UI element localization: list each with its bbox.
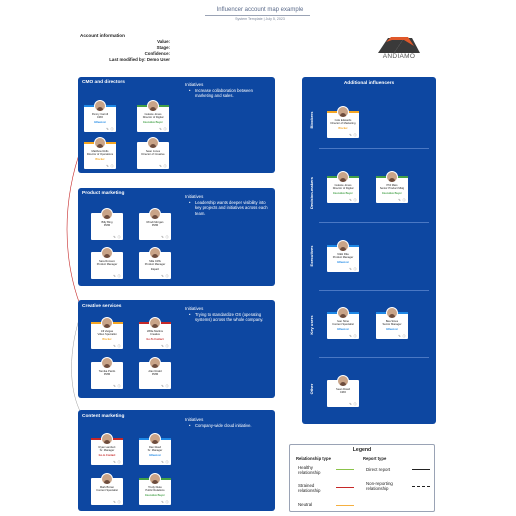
avatar	[101, 317, 113, 329]
account-info-heading: Account information	[80, 33, 125, 38]
contact-card[interactable]	[91, 213, 123, 240]
account-stage-field: Stage:	[156, 45, 170, 50]
initiatives-heading: Initiatives	[185, 306, 204, 311]
contact-card[interactable]	[376, 312, 408, 339]
contact-card[interactable]	[139, 362, 171, 389]
section-divider	[319, 148, 429, 149]
panel-title: Creative services	[82, 304, 122, 309]
contact-name: Ivan Stine Content Specialist	[332, 320, 354, 327]
page-subtitle: System Template | July 5, 2023	[235, 17, 285, 21]
contact-tag: Executive Buyer	[333, 192, 353, 195]
contact-name: Jill Vargas Video Specialist	[97, 330, 117, 337]
contact-card[interactable]	[327, 312, 359, 339]
avatar	[101, 247, 113, 259]
legend-strained-line	[336, 487, 354, 488]
legend-neutral-line	[336, 505, 354, 506]
contact-tag: Influencer	[337, 328, 349, 331]
contact-tag: Influencer	[94, 121, 106, 124]
contact-name: Sean Dowd CMO	[336, 388, 350, 395]
contact-card[interactable]	[91, 252, 123, 279]
avatar	[337, 171, 349, 183]
contact-tag: Executive Buyer	[143, 121, 163, 124]
additional-title: Additional influencers	[343, 81, 395, 86]
account-modified-field: Last modified by: Demo User	[109, 57, 170, 62]
contact-tag: Blocker	[338, 127, 348, 130]
legend-strained: Strained relationship	[298, 483, 321, 493]
avatar	[149, 208, 161, 220]
avatar	[147, 100, 159, 112]
contact-tag: Expert	[151, 268, 159, 271]
contact-tag: Influencer	[337, 261, 349, 264]
contact-card[interactable]	[327, 111, 359, 138]
avatar	[101, 433, 113, 445]
contact-tag: Blocker	[102, 338, 112, 341]
contact-card[interactable]	[139, 438, 171, 465]
avatar	[337, 375, 349, 387]
legend-non-reporting: Non-reporting relationship	[366, 481, 393, 491]
contact-card[interactable]	[327, 176, 359, 203]
legend-relationship-heading: Relationship type	[296, 456, 331, 461]
card-action-icons[interactable]: ✎ ⓘ	[113, 274, 121, 278]
initiative-item: • Trying to standardize OS (operating systems) across the whole company.	[195, 312, 271, 323]
contact-name: Sara Romero Product Manager	[96, 260, 118, 267]
contact-name: Willie Martins Creative	[147, 330, 163, 337]
panel-creative-services	[78, 300, 275, 398]
panel-cmo-directors	[78, 77, 275, 173]
card-action-icons[interactable]: ✎ ⓘ	[161, 274, 169, 278]
contact-card[interactable]	[137, 105, 169, 132]
initiatives-heading: Initiatives	[185, 194, 204, 199]
card-action-icons[interactable]: ✎ ⓘ	[349, 334, 357, 338]
contact-card[interactable]	[139, 252, 171, 279]
contact-card[interactable]	[91, 438, 123, 465]
contact-card[interactable]	[376, 176, 408, 203]
card-action-icons[interactable]: ✎ ⓘ	[159, 164, 167, 168]
contact-tag: Influencer	[386, 328, 398, 331]
section-label-key-users: Key users	[309, 315, 314, 335]
contact-card[interactable]	[84, 142, 116, 169]
legend-direct-report: Direct report	[366, 467, 391, 472]
card-action-icons[interactable]: ✎ ⓘ	[106, 164, 114, 168]
panel-title: Product marketing	[82, 191, 125, 196]
card-action-icons[interactable]: ✎ ⓘ	[113, 460, 121, 464]
account-value-field: Value:	[157, 39, 170, 44]
avatar	[149, 247, 161, 259]
contact-card[interactable]	[84, 105, 116, 132]
card-action-icons[interactable]: ✎ ⓘ	[113, 384, 121, 388]
initiatives-heading: Initiatives	[185, 82, 204, 87]
legend-neutral: Neutral	[298, 502, 313, 507]
legend-non-reporting-line	[412, 486, 430, 487]
panel-title: CMO and directors	[82, 80, 125, 85]
avatar	[94, 137, 106, 149]
contact-name: Dan Reed Sr. Manager	[147, 446, 163, 453]
contact-tag: Blocker	[95, 158, 105, 161]
avatar	[101, 208, 113, 220]
initiative-item: • Leadership wants deeper visibility into key projects and initiatives across each team.	[195, 200, 271, 216]
avatar	[149, 317, 161, 329]
contact-name: Rhodi Morgan PMM	[146, 221, 164, 228]
page-title: Influencer account map example	[216, 7, 304, 13]
avatar	[337, 307, 349, 319]
contact-card[interactable]	[139, 322, 171, 349]
contact-name: Sean Jones Director of Creative	[141, 150, 165, 157]
card-action-icons[interactable]: ✎ ⓘ	[113, 344, 121, 348]
card-action-icons[interactable]: ✎ ⓘ	[349, 402, 357, 406]
contact-tag: Go-To Contact	[146, 338, 164, 341]
avatar	[94, 100, 106, 112]
panel-additional-influencers	[302, 77, 436, 424]
section-label-blockers: Blockers	[309, 111, 314, 129]
card-action-icons[interactable]: ✎ ⓘ	[161, 460, 169, 464]
contact-name: Mila Cliffs Product Manager	[144, 260, 166, 267]
section-divider	[319, 290, 429, 291]
contact-name: Tamika Pardo PMM	[98, 370, 116, 377]
card-action-icons[interactable]: ✎ ⓘ	[106, 127, 114, 131]
contact-name: Billy Bing PMM	[101, 221, 113, 228]
contact-card[interactable]	[139, 478, 171, 505]
title-underline	[205, 15, 310, 16]
avatar	[386, 171, 398, 183]
card-action-icons[interactable]: ✎ ⓘ	[349, 198, 357, 202]
panel-product-marketing	[78, 188, 275, 286]
contact-tag: Go-to Contact	[98, 454, 116, 457]
avatar	[386, 307, 398, 319]
contact-card[interactable]	[327, 245, 359, 272]
legend-healthy: Healthy relationship	[298, 465, 321, 475]
initiatives-heading: Initiatives	[185, 417, 204, 422]
contact-card[interactable]	[91, 322, 123, 349]
legend	[289, 444, 435, 512]
section-label-decision-makers: Decision-makers	[309, 177, 314, 210]
avatar	[149, 473, 161, 485]
legend-title: Legend	[352, 447, 372, 453]
section-label-other: Other	[309, 383, 314, 395]
contact-name: Bea Sines Senior Manager	[382, 320, 402, 327]
contact-card[interactable]	[137, 142, 169, 169]
avatar	[337, 240, 349, 252]
contact-name: Penny Carroll CMO	[91, 113, 109, 120]
contact-tag: Executive Buyer	[382, 192, 402, 195]
contact-card[interactable]	[91, 362, 123, 389]
avatar	[337, 106, 349, 118]
contact-name: Nikki Rita Product Manager	[332, 253, 354, 260]
legend-direct-line	[412, 469, 430, 470]
card-action-icons[interactable]: ✎ ⓘ	[161, 500, 169, 504]
legend-healthy-line	[336, 469, 354, 470]
contact-name: Ryan Lambert Sr. Manager	[98, 446, 116, 453]
panel-title: Content marketing	[82, 414, 125, 419]
card-action-icons[interactable]: ✎ ⓘ	[398, 334, 406, 338]
avatar	[147, 137, 159, 149]
contact-name: Cole Edwards Director of Marketing	[330, 119, 356, 126]
avatar	[149, 433, 161, 445]
section-divider	[319, 357, 429, 358]
card-action-icons[interactable]: ✎ ⓘ	[398, 198, 406, 202]
panel-content-marketing	[78, 410, 275, 511]
section-divider	[319, 222, 429, 223]
initiative-item: • Increase collaboration between marketing and sales.	[195, 88, 271, 99]
card-action-icons[interactable]: ✎ ⓘ	[349, 267, 357, 271]
avatar	[149, 357, 161, 369]
contact-tag: Influencer	[149, 454, 161, 457]
contact-name: Phil Maio Senior Product Mktg	[379, 184, 405, 191]
account-confidence-field: Confidence:	[144, 51, 170, 56]
card-action-icons[interactable]: ✎ ⓘ	[161, 235, 169, 239]
contact-name: Celeste Jones Director of Digital	[332, 184, 354, 191]
section-label-executives: Executives	[309, 245, 314, 267]
contact-tag: Executive Buyer	[145, 494, 165, 497]
card-action-icons[interactable]: ✎ ⓘ	[113, 500, 121, 504]
contact-card[interactable]	[327, 380, 359, 407]
card-action-icons[interactable]: ✎ ⓘ	[349, 133, 357, 137]
card-action-icons[interactable]: ✎ ⓘ	[159, 127, 167, 131]
card-action-icons[interactable]: ✎ ⓘ	[113, 235, 121, 239]
logo-wordmark: ANDIAMO	[382, 53, 416, 60]
initiative-item: • Company-wide cloud initiative.	[195, 423, 271, 428]
avatar	[101, 473, 113, 485]
contact-name: Celeste Jones Director of Digital	[142, 113, 164, 120]
contact-name: Alan Roald PMM	[148, 370, 162, 377]
contact-name: Matthew Rolls Director of Operations	[86, 150, 114, 157]
legend-report-heading: Report type	[363, 456, 387, 461]
contact-card[interactable]	[91, 478, 123, 505]
card-action-icons[interactable]: ✎ ⓘ	[161, 344, 169, 348]
avatar	[101, 357, 113, 369]
contact-card[interactable]	[139, 213, 171, 240]
contact-name: Trudy Duke Public Relations	[145, 486, 165, 493]
card-action-icons[interactable]: ✎ ⓘ	[161, 384, 169, 388]
contact-name: Mark Brown Content Specialist	[96, 486, 118, 493]
